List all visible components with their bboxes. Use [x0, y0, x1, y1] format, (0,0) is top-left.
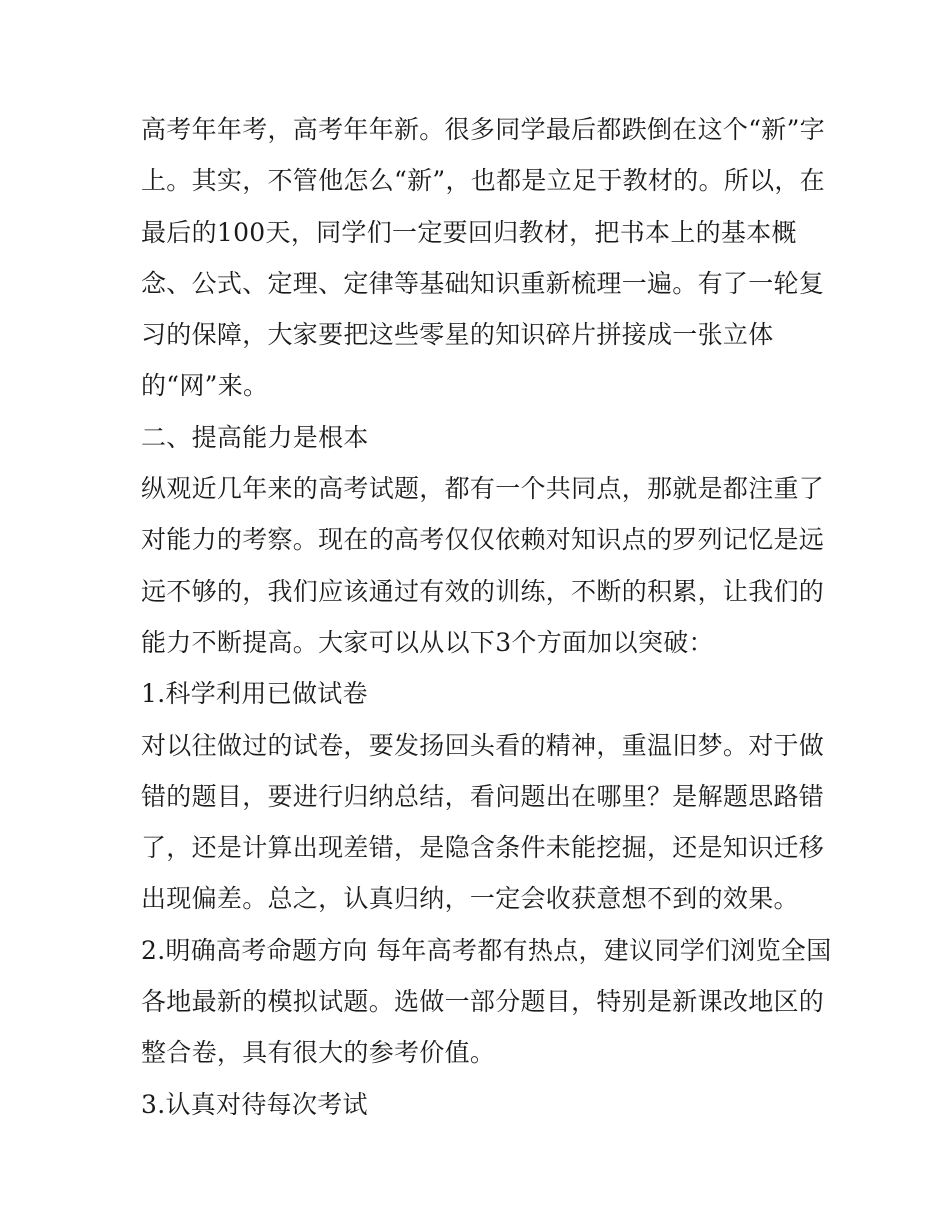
text-line: 错的题目，要进行归纳总结，看问题出在哪里？是解题思路错	[141, 781, 825, 811]
text-line: 的“网”来。	[141, 371, 269, 401]
subsection-2	[141, 925, 832, 1079]
text-line: 对能力的考察。现在的高考仅仅依赖对知识点的罗列记忆是远	[141, 525, 825, 555]
heading-line: 1.科学利用已做试卷	[141, 679, 368, 709]
text-line: 念、公式、定理、定律等基础知识重新梳理一遍。有了一轮复	[141, 268, 825, 298]
paragraph-intro	[141, 104, 825, 412]
text-line: 远不够的，我们应该通过有效的训练，不断的积累，让我们的	[141, 576, 825, 606]
text-line: 各地最新的模拟试题。选做一部分题目，特别是新课改地区的	[141, 987, 825, 1017]
text-line: 上。其实，不管他怎么“新”，也都是立足于教材的。所以，在	[141, 166, 825, 196]
text-line: 能力不断提高。大家可以从以下3个方面加以突破：	[141, 627, 714, 657]
text-line: 高考年年考，高考年年新。很多同学最后都跌倒在这个“新”字	[141, 115, 825, 144]
text-line: 对以往做过的试卷，要发扬回头看的精神，重温旧梦。对于做	[141, 730, 825, 760]
paragraph-ability	[141, 463, 825, 668]
heading-line: 二、提高能力是根本	[141, 422, 369, 452]
section-heading	[141, 412, 813, 463]
subsection-3-title	[141, 1079, 813, 1130]
subsection-1-title	[141, 668, 813, 719]
text-line: 2.明确高考命题方向 每年高考都有热点，建议同学们浏览全国	[141, 935, 832, 965]
document-body	[141, 104, 832, 1130]
text-line: 习的保障，大家要把这些零星的知识碎片拼接成一张立体	[141, 320, 774, 350]
text-line: 纵观近几年来的高考试题，都有一个共同点，那就是都注重了	[141, 474, 825, 504]
text-line: 最后的100天，同学们一定要回归教材，把书本上的基本概	[141, 217, 797, 247]
text-line: 出现偏差。总之，认真归纳，一定会收获意想不到的效果。	[141, 884, 799, 914]
heading-line: 3.认真对待每次考试	[141, 1089, 368, 1119]
text-line: 了，还是计算出现差错，是隐含条件未能挖掘，还是知识迁移	[141, 833, 825, 863]
paragraph-exam-review	[141, 720, 825, 925]
text-line: 整合卷，具有很大的参考价值。	[141, 1038, 496, 1068]
